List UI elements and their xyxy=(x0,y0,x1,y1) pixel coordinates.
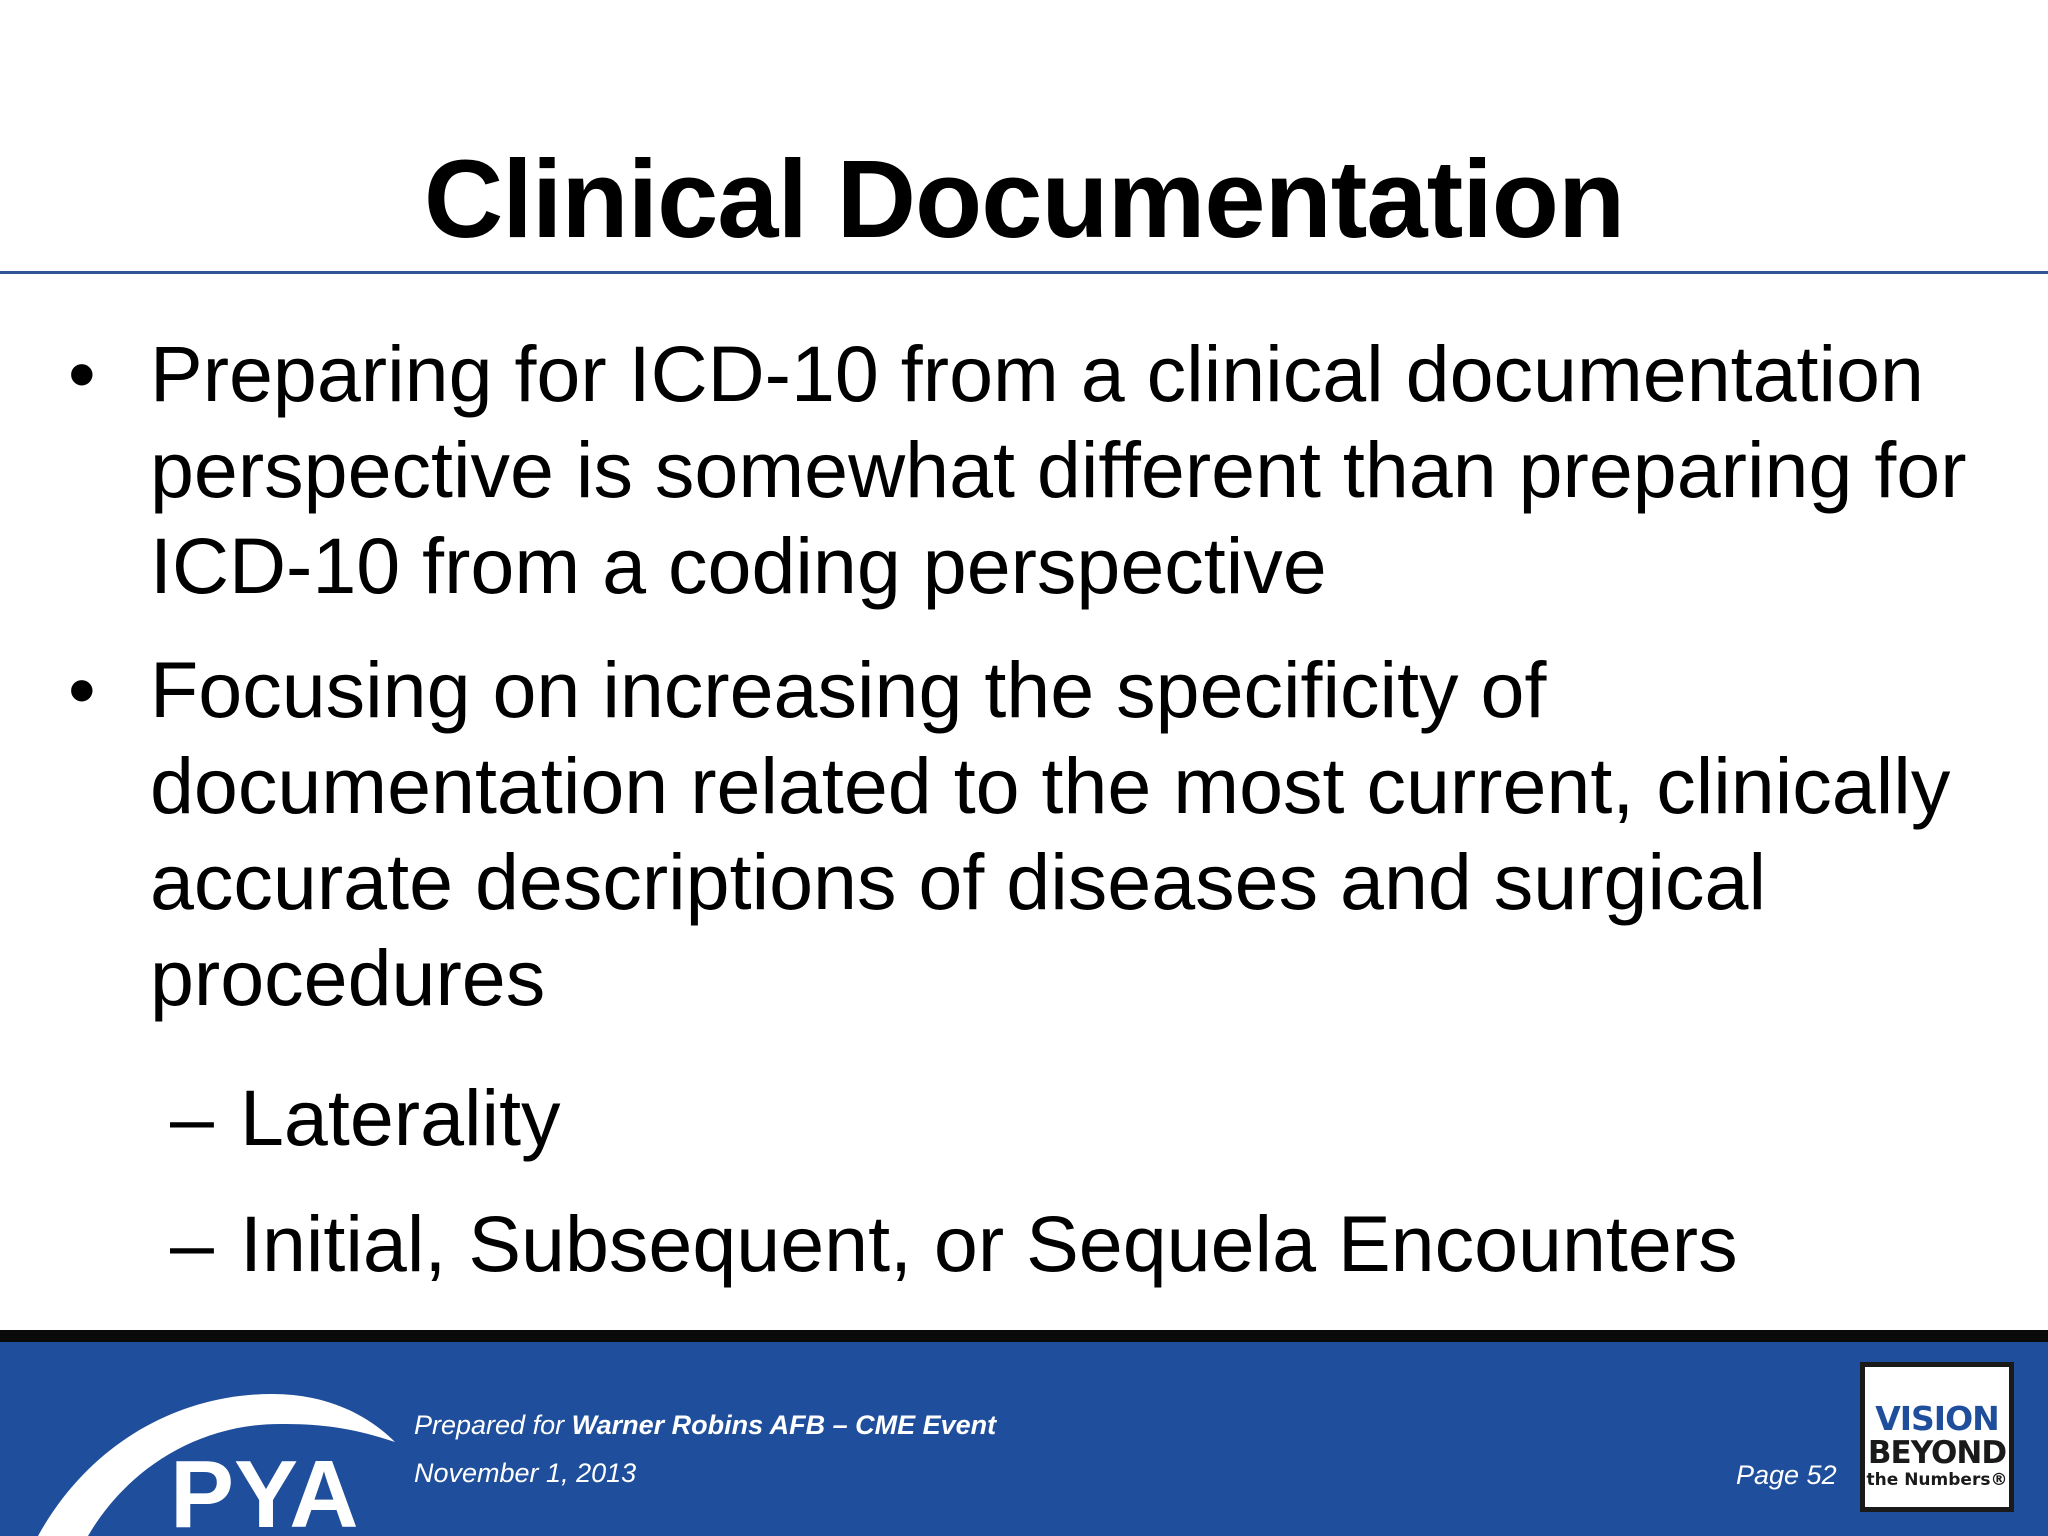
bullet-text: Preparing for ICD-10 from a clinical documentation perspective is somewhat different than preparing for ICD-10 from a coding perspective xyxy=(150,329,1967,610)
badge-line-numbers: the Numbers® xyxy=(1866,1470,2008,1490)
sub-bullet-marker: – xyxy=(170,1199,214,1288)
prepared-prefix: Prepared for xyxy=(414,1410,572,1440)
pya-logo-text: PYA xyxy=(170,1441,359,1536)
bullet-item xyxy=(68,326,2010,614)
page-number: Page 52 xyxy=(1736,1460,1837,1490)
prepared-for-line xyxy=(414,1408,996,1442)
sub-bullet-marker: – xyxy=(170,1073,214,1162)
prepared-event: Warner Robins AFB – CME Event xyxy=(571,1410,997,1440)
bullet-text: Focusing on increasing the specificity of documentation related to the most current, clinically accurate descriptions of diseases and surgical procedures xyxy=(150,645,1951,1022)
bullet-item xyxy=(68,642,2010,1026)
slide-title: Clinical Documentation xyxy=(423,138,1625,261)
slide-body xyxy=(0,274,2048,1332)
sub-bullet-text: Laterality xyxy=(240,1073,561,1162)
sub-bullet-item xyxy=(170,1196,1970,1292)
footer-date: November 1, 2013 xyxy=(414,1458,637,1488)
sub-bullet-item xyxy=(170,1070,1970,1166)
badge-line-beyond: BEYOND xyxy=(1867,1435,2007,1471)
sub-bullet-text: Initial, Subsequent, or Sequela Encounters xyxy=(240,1199,1738,1288)
badge-line-vision: VISION xyxy=(1875,1399,1999,1438)
bullet-marker: • xyxy=(68,329,96,418)
footer xyxy=(0,1342,2048,1536)
pya-logo xyxy=(30,1372,410,1536)
vision-beyond-badge xyxy=(1860,1362,2014,1512)
bullet-marker: • xyxy=(68,645,96,734)
footer-divider-band xyxy=(0,1330,2048,1342)
